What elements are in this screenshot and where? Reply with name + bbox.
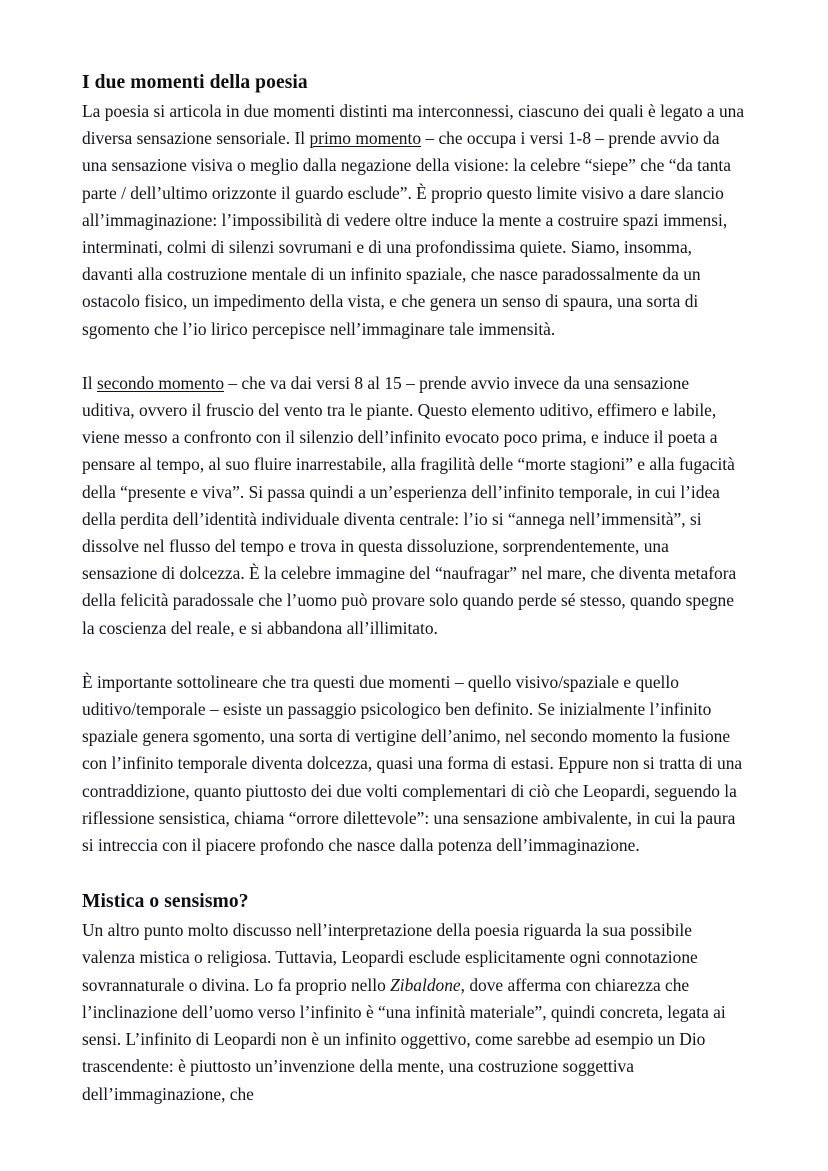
document-text-column [82,70,746,1108]
italic-title: Zibaldone [390,974,461,995]
text-run: , dove afferma con chiarezza che l’inclinazione dell’uomo verso l’infinito è “una infinità materiale”, quindi concreta, legata ai sensi. L’infinito di Leopardi non è un infinito oggettivo, come sarebbe ad esempio un Dio trascendente: è piuttosto un’invenzione della mente, una costruzione soggettiva dell’immaginazione, che [82,974,726,1104]
text-run: La poesia si articola in due momenti distinti ma interconnessi, ciascuno dei quali è legato a una diversa sensazione sensoriale. Il [82,101,745,149]
underlined-phrase: secondo momento [96,372,225,393]
body-paragraph [82,98,746,343]
text-run: – che va dai versi 8 al 15 – prende avvio invece da una sensazione uditiva, ovvero il fruscio del vento tra le piante. Questo elemento uditivo, effimero e labile, viene messo a confronto con il silenzio dell’infinito evocato poco prima, e induce il poeta a pensare al tempo, al suo fluire inarrestabile, alla fragilità delle “morte stagioni” e alla fugacità della “presente e viva”. Si passa quindi a un’esperienza dell’infinito temporale, in cui l’idea della perdita dell’identità individuale diventa centrale: l’io si “annega nell’immensità”, si dissolve nel flusso del tempo e trova in questa dissoluzione, sorprendentemente, una sensazione di dolcezza. È la celebre immagine del “naufragar” nel mare, che diventa metafora della felicità paradossale che l’uomo può provare solo quando perde sé stesso, quando spegne la coscienza del reale, e si abbandona all’illimitato. [82,372,737,638]
text-run: – che occupa i versi 1-8 – prende avvio da una sensazione visiva o meglio dalla negazione della visione: la celebre “siepe” che “da tanta parte / dell’ultimo orizzonte il guardo esclude”. È proprio questo limite visivo a dare slancio all’immaginazione: l’impossibilità di vedere oltre induce la mente a costruire spazi immensi, interminati, colmi di silenzi sovrumani e di una profondissima quiete. Siamo, insomma, davanti alla costruzione mentale di un infinito spaziale, che nasce paradossalmente da un ostacolo fisico, un impedimento della vista, e che genera un senso di spaura, una sorta di sgomento che l’io lirico percepisce nell’immaginare tale immensità. [82,128,731,339]
underlined-phrase: primo momento [309,128,422,149]
text-run: È importante sottolineare che tra questi due momenti – quello visivo/spaziale e quello uditivo/temporale – esiste un passaggio psicologico ben definito. Se inizialmente l’infinito spaziale genera sgomento, una sorta di vertigine dell’animo, nel secondo momento la fusione con l’infinito temporale diventa dolcezza, quasi una forma di estasi. Eppure non si tratta di una contraddizione, quanto piuttosto dei due volti complementari di ciò che Leopardi, seguendo la riflessione sensistica, chiama “orrore dilettevole”: una sensazione ambivalente, in cui la paura si intreccia con il piacere profondo che nasce dalla potenza dell’immaginazione. [82,671,743,856]
text-run: Il [82,372,97,393]
text-run: Un altro punto molto discusso nell’interpretazione della poesia riguarda la sua possibile valenza mistica o religiosa. Tuttavia, Leopardi esclude esplicitamente ogni connotazione sovrannaturale o divina. Lo fa proprio nello [82,920,698,995]
body-paragraph [82,917,746,1107]
body-paragraph [82,370,746,642]
body-paragraph [82,669,746,859]
section-heading: Mistica o sensismo? [82,891,249,913]
section-heading: I due momenti della poesia [82,72,308,93]
